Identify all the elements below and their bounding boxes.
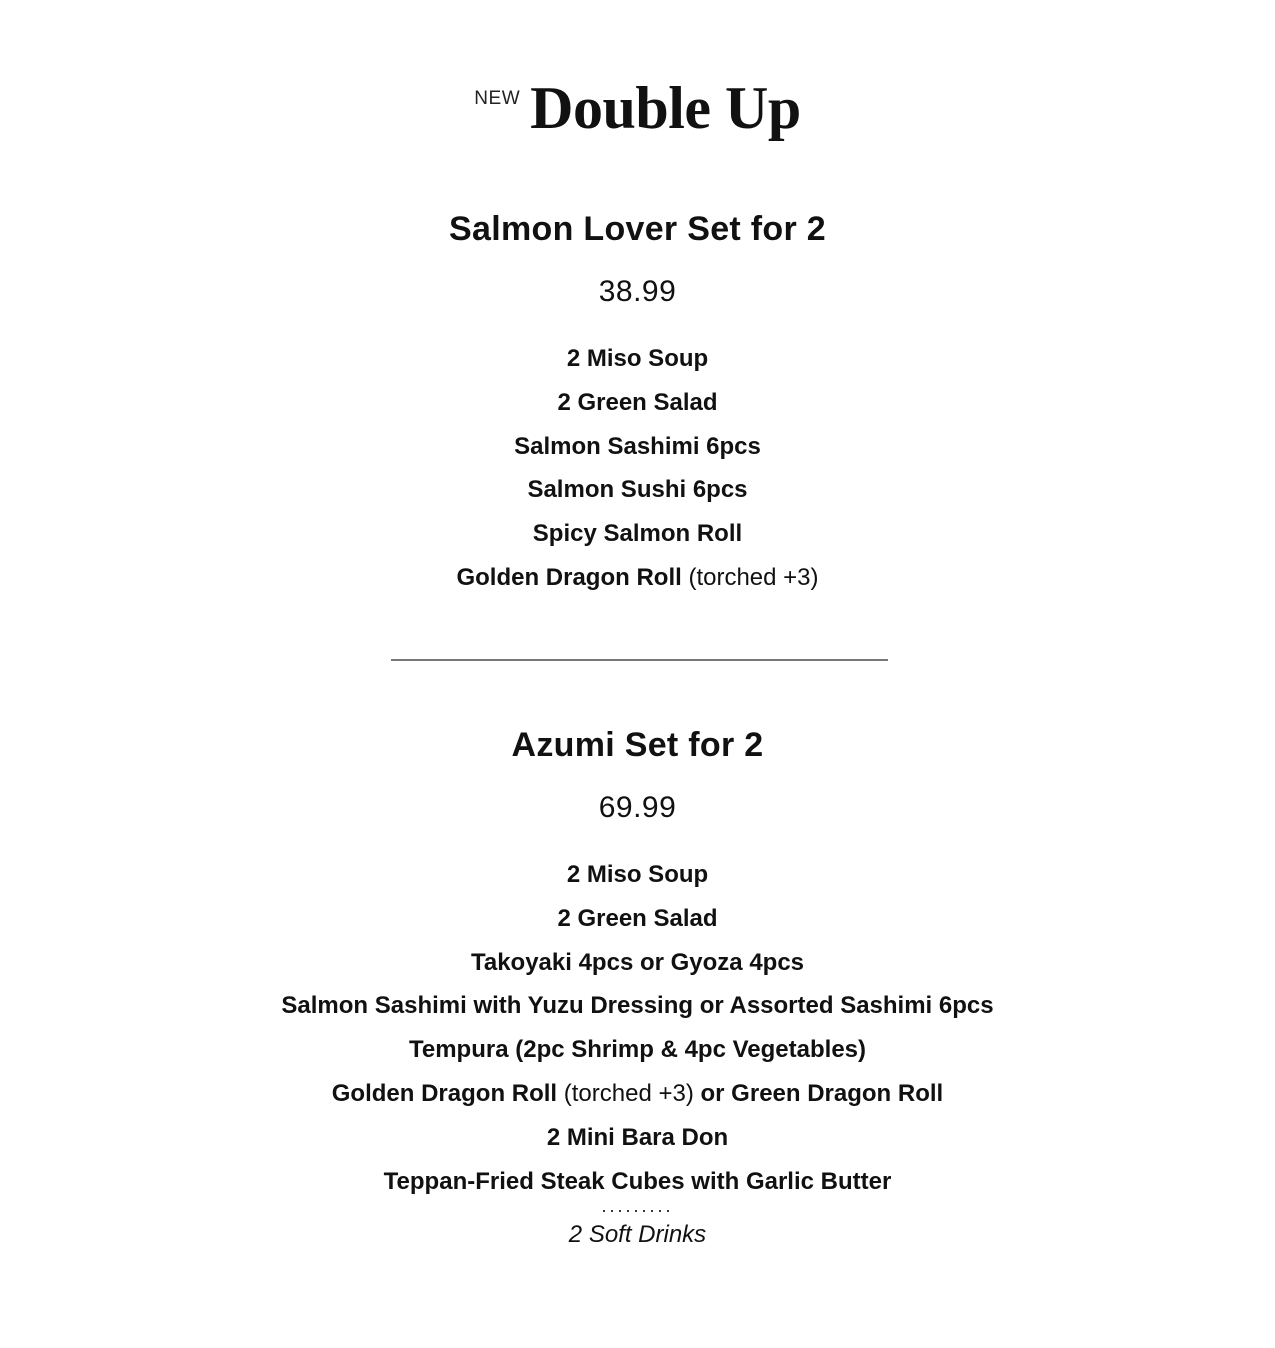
set-items-list [0, 853, 1275, 1251]
set-item [0, 556, 1275, 600]
item-name: Golden Dragon Roll [456, 563, 682, 591]
set-item [0, 468, 1275, 512]
set-price: 69.99 [598, 791, 677, 824]
set-item [0, 1072, 1275, 1116]
item-name: Golden Dragon Roll [331, 1079, 558, 1107]
item-name: Tempura (2pc Shrimp & 4pc Vegetables) [408, 1036, 867, 1064]
item-name: Salmon Sashimi with Yuzu Dressing or Assorted Sashimi 6pcs [281, 992, 994, 1020]
item-note: (torched +3) [688, 563, 819, 591]
item-name: 2 Green Salad [557, 388, 718, 416]
item-name: 2 Green Salad [557, 904, 718, 932]
set-item [0, 425, 1275, 469]
set-item [0, 984, 1275, 1028]
item-name: 2 Miso Soup [566, 345, 709, 372]
set-title: Azumi Set for 2 [511, 726, 764, 764]
item-name: Takoyaki 4pcs or Gyoza 4pcs [470, 948, 805, 976]
dotted-separator: ......... [601, 1196, 674, 1217]
item-name: 2 Mini Bara Don [546, 1123, 729, 1151]
item-name: Teppan-Fried Steak Cubes with Garlic Butter [383, 1167, 892, 1195]
item-suffix: or Green Dragon Roll [700, 1079, 944, 1107]
item-name: Spicy Salmon Roll [532, 520, 743, 548]
set-item [0, 381, 1275, 425]
item-name: Salmon Sushi 6pcs [527, 476, 748, 504]
item-note: (torched +3) [563, 1079, 694, 1107]
set-azumi [0, 725, 1275, 1251]
set-item [0, 897, 1275, 941]
set-title: Salmon Lover Set for 2 [449, 210, 826, 248]
set-item [0, 853, 1275, 897]
set-item [0, 941, 1275, 985]
item-name: Salmon Sashimi 6pcs [514, 432, 761, 460]
menu-header [0, 75, 1275, 141]
item-name: 2 Miso Soup [566, 861, 709, 888]
soft-drinks-extra: 2 Soft Drinks [568, 1221, 707, 1249]
set-item [0, 512, 1275, 556]
set-item [0, 1028, 1275, 1072]
menu-title: Double Up [530, 75, 801, 141]
new-badge: NEW [474, 88, 521, 109]
set-items-list [0, 337, 1275, 600]
set-item [0, 1116, 1275, 1160]
section-divider [391, 659, 888, 661]
set-salmon-lover [0, 209, 1275, 600]
set-item [0, 337, 1275, 381]
set-price: 38.99 [598, 275, 677, 308]
